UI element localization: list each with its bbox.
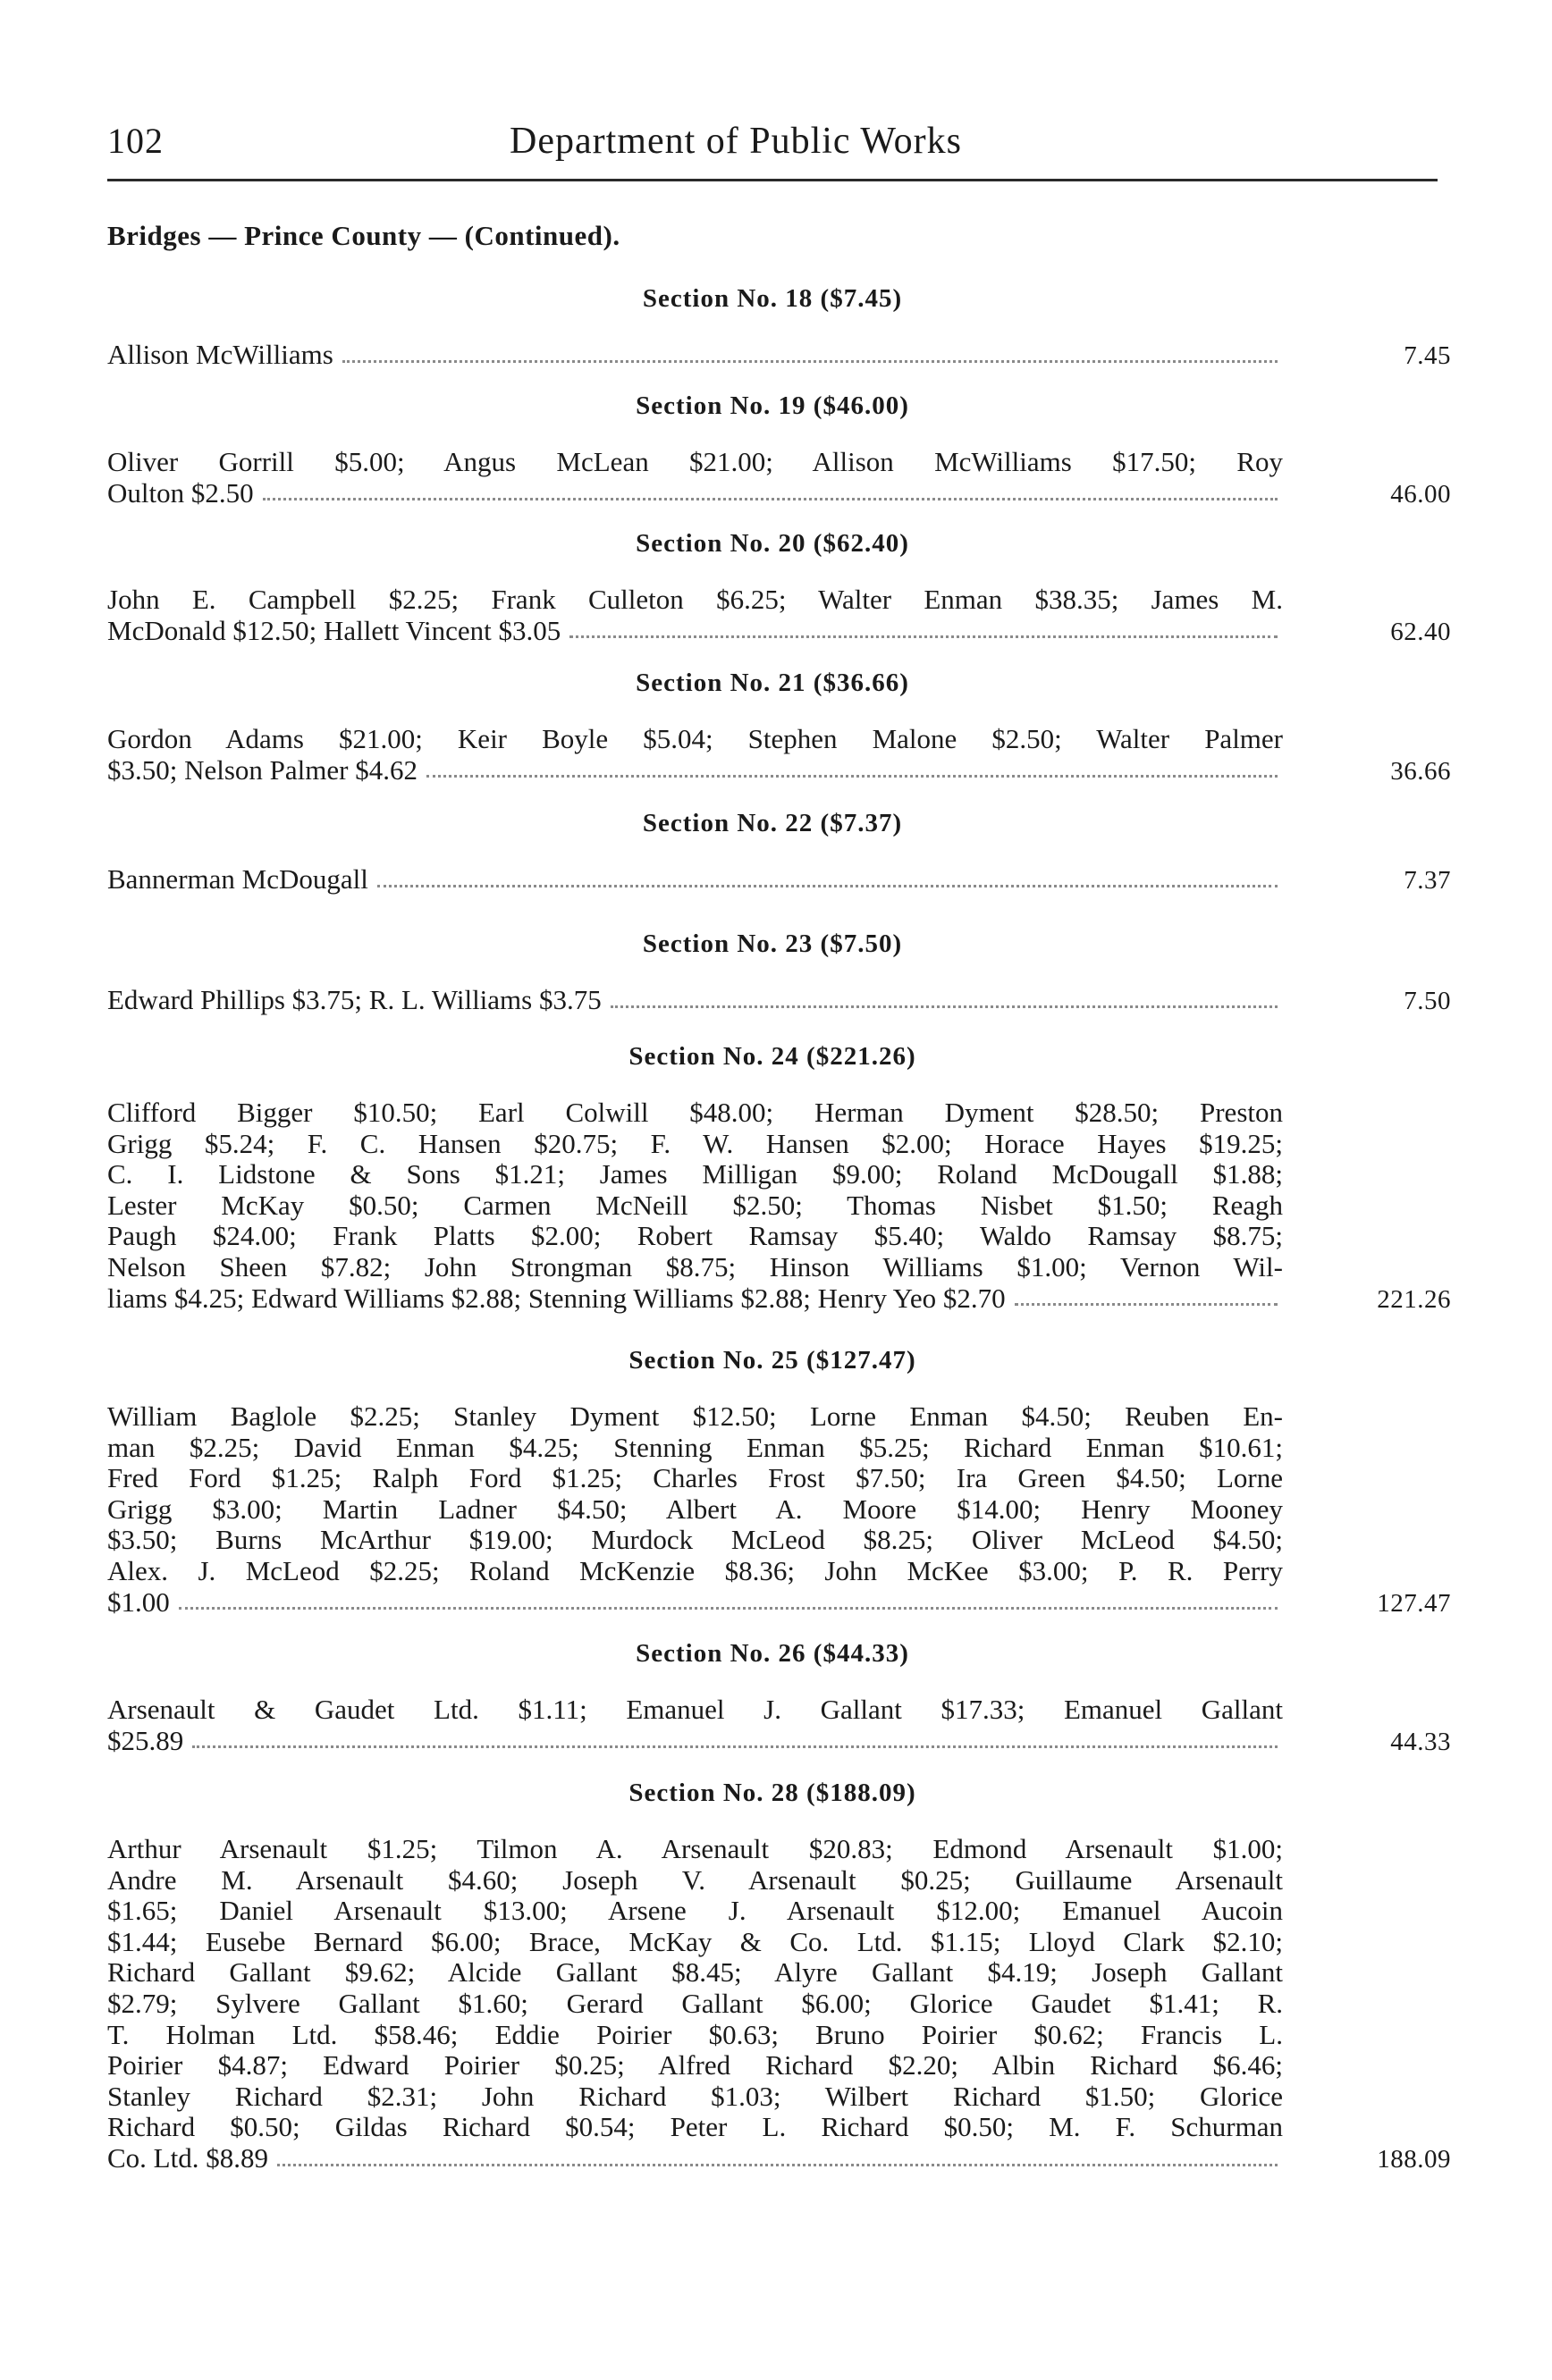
section-amount: 62.40 [1390, 617, 1451, 646]
entry-line: Stanley Richard $2.31; John Richard $1.03; Wilbert Richard $1.50; Glorice [107, 2080, 1283, 2112]
section-title: Section No. 26 ($44.33) [636, 1639, 909, 1668]
entry-line: $1.44; Eusebe Bernard $6.00; Brace, McKay & Co. Ltd. $1.15; Lloyd Clark $2.10; [107, 1925, 1283, 1957]
entry-line-last [107, 1587, 1283, 1619]
entry-line: Lester McKay $0.50; Carmen McNeill $2.50; Thomas Nisbet $1.50; Reagh [107, 1189, 1283, 1221]
section-amount: 7.37 [1404, 866, 1451, 895]
entry-line: Richard $0.50; Gildas Richard $0.54; Peter L. Richard $0.50; M. F. Schurman [107, 2111, 1283, 2143]
section-title: Section No. 20 ($62.40) [636, 529, 909, 558]
page-number: 102 [107, 121, 164, 161]
entry-line: Richard Gallant $9.62; Alcide Gallant $8.45; Alyre Gallant $4.19; Joseph Gallant [107, 1956, 1283, 1989]
dot-leader [611, 985, 1278, 1008]
section-title: Section No. 18 ($7.45) [642, 284, 903, 313]
entry-line: Alex. J. McLeod $2.25; Roland McKenzie $8.36; John McKee $3.00; P. R. Perry [107, 1555, 1283, 1586]
section-title: Section No. 22 ($7.37) [642, 809, 903, 837]
entry-text: Bannerman McDougall [107, 863, 368, 895]
section-amount: 221.26 [1377, 1284, 1451, 1314]
entry-text: Oulton $2.50 [107, 476, 254, 509]
entry-line: Fred Ford $1.25; Ralph Ford $1.25; Charles Frost $7.50; Ira Green $4.50; Lorne [107, 1462, 1283, 1494]
dot-leader [179, 1587, 1278, 1610]
section-title: Section No. 19 ($46.00) [636, 391, 909, 420]
entry-line: Oliver Gorrill $5.00; Angus McLean $21.00; Allison McWilliams $17.50; Roy [107, 446, 1283, 477]
dot-leader [1015, 1283, 1278, 1307]
entry-line: Nelson Sheen $7.82; John Strongman $8.75; Hinson Williams $1.00; Vernon Wil- [107, 1251, 1283, 1283]
dot-leader [277, 2143, 1278, 2166]
entry-line-last [107, 1726, 1283, 1757]
dot-leader [569, 616, 1278, 639]
entry-text: McDonald $12.50; Hallett Vincent $3.05 [107, 614, 561, 646]
section-amount: 44.33 [1390, 1727, 1451, 1756]
entry-line: $1.65; Daniel Arsenault $13.00; Arsene J. Arsenault $12.00; Emanuel Aucoin [107, 1895, 1283, 1927]
running-title: Department of Public Works [510, 121, 962, 162]
sub-heading: Bridges — Prince County — (Continued). [107, 220, 620, 251]
entry-line: $2.79; Sylvere Gallant $1.60; Gerard Gallant $6.00; Glorice Gaudet $1.41; R. [107, 1988, 1283, 2019]
entry-line: Grigg $3.00; Martin Ladner $4.50; Albert A. Moore $14.00; Henry Mooney [107, 1493, 1283, 1525]
dot-leader [426, 755, 1278, 778]
section-amount: 7.45 [1404, 341, 1451, 370]
entry-line: Gordon Adams $21.00; Keir Boyle $5.04; Stephen Malone $2.50; Walter Palmer [107, 723, 1283, 754]
entry-line: William Baglole $2.25; Stanley Dyment $12.50; Lorne Enman $4.50; Reuben En- [107, 1400, 1283, 1432]
section-title: Section No. 23 ($7.50) [642, 929, 903, 958]
dot-leader [263, 478, 1278, 501]
entry-line-last [107, 478, 1283, 509]
section-title: Section No. 25 ($127.47) [628, 1346, 916, 1375]
entry-line-last [107, 340, 1283, 371]
entry-line: T. Holman Ltd. $58.46; Eddie Poirier $0.63; Bruno Poirier $0.62; Francis L. [107, 2018, 1283, 2050]
entry-line-last [107, 1283, 1283, 1315]
entry-line-last [107, 616, 1283, 647]
entry-line: John E. Campbell $2.25; Frank Culleton $6.25; Walter Enman $38.35; James M. [107, 584, 1283, 615]
entry-text: $3.50; Nelson Palmer $4.62 [107, 753, 418, 786]
entry-line: $3.50; Burns McArthur $19.00; Murdock McLeod $8.25; Oliver McLeod $4.50; [107, 1524, 1283, 1556]
header-rule [107, 179, 1438, 181]
entry-text: $25.89 [107, 1724, 184, 1756]
entry-line: Paugh $24.00; Frank Platts $2.00; Robert Ramsay $5.40; Waldo Ramsay $8.75; [107, 1220, 1283, 1252]
entry-line: C. I. Lidstone & Sons $1.21; James Milligan $9.00; Roland McDougall $1.88; [107, 1158, 1283, 1190]
section-amount: 36.66 [1390, 756, 1451, 786]
entry-line-last [107, 985, 1283, 1016]
entry-line-last [107, 864, 1283, 896]
section-title: Section No. 21 ($36.66) [636, 669, 909, 697]
section-amount: 7.50 [1404, 987, 1451, 1015]
entry-text: liams $4.25; Edward Williams $2.88; Stenning Williams $2.88; Henry Yeo $2.70 [107, 1282, 1006, 1314]
dot-leader [192, 1726, 1278, 1749]
entry-text: Co. Ltd. $8.89 [107, 2142, 268, 2174]
entry-text: $1.00 [107, 1585, 170, 1618]
entry-line-last [107, 2143, 1283, 2174]
entry-line: Arthur Arsenault $1.25; Tilmon A. Arsenault $20.83; Edmond Arsenault $1.00; [107, 1833, 1283, 1864]
entry-line: Grigg $5.24; F. C. Hansen $20.75; F. W. Hansen $2.00; Horace Hayes $19.25; [107, 1127, 1283, 1159]
entry-line: Andre M. Arsenault $4.60; Joseph V. Arsenault $0.25; Guillaume Arsenault [107, 1863, 1283, 1896]
section-title: Section No. 28 ($188.09) [628, 1779, 916, 1807]
entry-text: Edward Phillips $3.75; R. L. Williams $3.75 [107, 984, 602, 1015]
page-header [107, 120, 1438, 177]
section-amount: 46.00 [1390, 479, 1451, 509]
entry-line: Arsenault & Gaudet Ltd. $1.11; Emanuel J. Gallant $17.33; Emanuel Gallant [107, 1694, 1283, 1725]
entry-line: Clifford Bigger $10.50; Earl Colwill $48.00; Herman Dyment $28.50; Preston [107, 1097, 1283, 1128]
entry-line: man $2.25; David Enman $4.25; Stenning Enman $5.25; Richard Enman $10.61; [107, 1431, 1283, 1463]
section-title: Section No. 24 ($221.26) [628, 1042, 916, 1071]
section-amount: 127.47 [1377, 1588, 1451, 1618]
entry-text: Allison McWilliams [107, 339, 333, 370]
entry-line: Poirier $4.87; Edward Poirier $0.25; Alfred Richard $2.20; Albin Richard $6.46; [107, 2049, 1283, 2081]
entry-line-last [107, 755, 1283, 786]
section-amount: 188.09 [1377, 2145, 1451, 2174]
dot-leader [342, 340, 1278, 363]
dot-leader [377, 864, 1278, 887]
